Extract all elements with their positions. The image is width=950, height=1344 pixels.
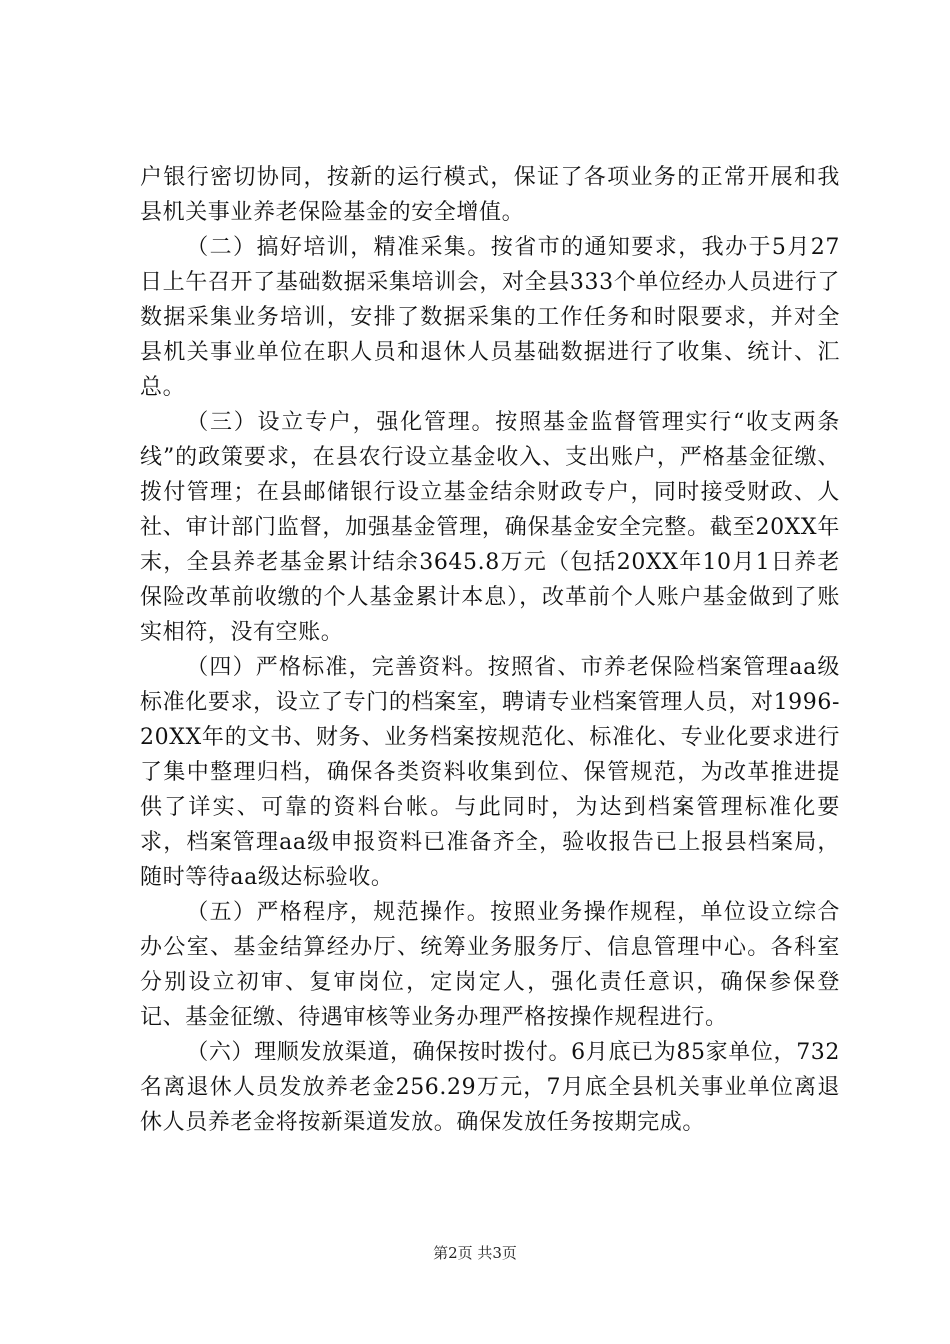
document-body bbox=[140, 160, 840, 1140]
paragraph-section-4: （四）严格标准，完善资料。按照省、市养老保险档案管理aa级标准化要求，设立了专门的档案室，聘请专业档案管理人员，对1996-20XX年的文书、财务、业务档案按规范化、标准化、专业化要求进行了集中整理归档，确保各类资料收集到位、保管规范，为改革推进提供了详实、可靠的资料台帐。与此同时，为达到档案管理标准化要求，档案管理aa级申报资料已准备齐全，验收报告已上报县档案局，随时等待aa级达标验收。 bbox=[140, 655, 840, 890]
paragraph-continuation: 户银行密切协同，按新的运行模式，保证了各项业务的正常开展和我县机关事业养老保险基金的安全增值。 bbox=[140, 165, 840, 225]
paragraph-section-2: （二）搞好培训，精准采集。按省市的通知要求，我办于5月27日上午召开了基础数据采集培训会，对全县333个单位经办人员进行了数据采集业务培训，安排了数据采集的工作任务和时限要求，并对全县机关事业单位在职人员和退休人员基础数据进行了收集、统计、汇总。 bbox=[140, 235, 840, 400]
paragraph-section-6: （六）理顺发放渠道，确保按时拨付。6月底已为85家单位，732名离退休人员发放养老金256.29万元，7月底全县机关事业单位离退休人员养老金将按新渠道发放。确保发放任务按期完成。 bbox=[140, 1040, 840, 1135]
page-number-footer: 第2页 共3页 bbox=[433, 1244, 517, 1262]
paragraph-section-5: （五）严格程序，规范操作。按照业务操作规程，单位设立综合办公室、基金结算经办厅、统筹业务服务厅、信息管理中心。各科室分别设立初审、复审岗位，定岗定人，强化责任意识，确保参保登记、基金征缴、待遇审核等业务办理严格按操作规程进行。 bbox=[140, 900, 840, 1030]
paragraph-section-3: （三）设立专户，强化管理。按照基金监督管理实行“收支两条线”的政策要求，在县农行设立基金收入、支出账户，严格基金征缴、拨付管理；在县邮储银行设立基金结余财政专户，同时接受财政、人社、审计部门监督，加强基金管理，确保基金安全完整。截至20XX年末，全县养老基金累计结余3645.8万元（包括20XX年10月1日养老保险改革前收缴的个人基金累计本息），改革前个人账户基金做到了账实相符，没有空账。 bbox=[140, 410, 840, 645]
